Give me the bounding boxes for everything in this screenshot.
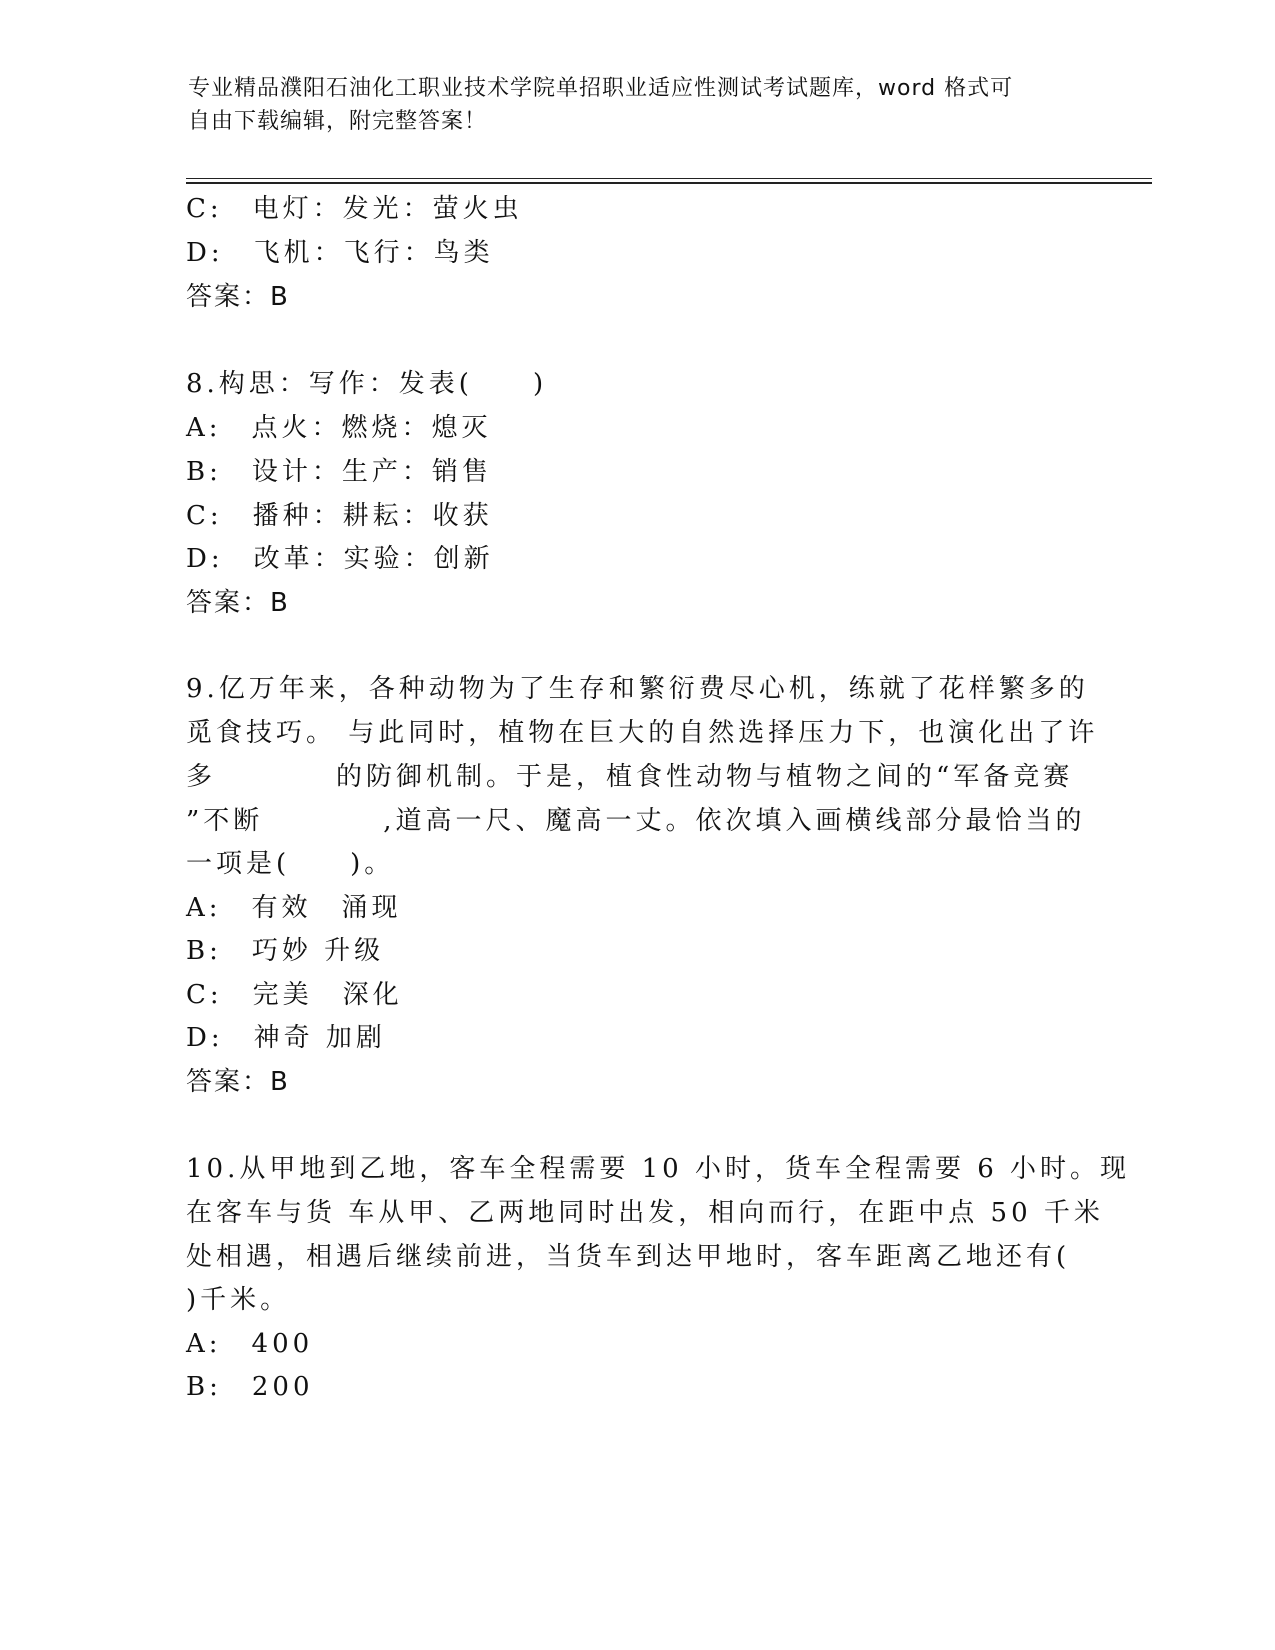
q9-stem-line-4: ”不断 ,道高一尺、魔高一丈。依次填入画横线部分最恰当的 xyxy=(186,806,1086,836)
q9-stem-line-2: 觅食技巧。 与此同时，植物在巨大的自然选择压力下，也演化出了许 xyxy=(186,718,1099,748)
q9-option-a: A: 有效 涌现 xyxy=(186,893,402,923)
q8-option-d: D: 改革：实验：创新 xyxy=(186,544,494,574)
header-line-2: 自由下载编辑，附完整答案！ xyxy=(188,109,488,134)
q8-answer: 答案：B xyxy=(186,588,290,618)
q8-stem: 8.构思：写作：发表( ) xyxy=(186,369,548,399)
q9-option-b: B: 巧妙 升级 xyxy=(186,936,385,966)
q8-option-a: A: 点火：燃烧：熄灭 xyxy=(186,413,492,443)
q10-stem-line-2: 在客车与货 车从甲、乙两地同时出发，相向而行，在距中点 50 千米 xyxy=(186,1198,1104,1228)
header-divider-thick xyxy=(186,182,1152,184)
q10-stem-line-1: 10.从甲地到乙地，客车全程需要 10 小时，货车全程需要 6 小时。现 xyxy=(186,1154,1131,1184)
header-divider-thin xyxy=(186,178,1152,179)
q8-option-c: C: 播种：耕耘：收获 xyxy=(186,501,493,531)
q7-option-c: C: 电灯：发光：萤火虫 xyxy=(186,194,523,224)
q7-option-d: D: 飞机：飞行：鸟类 xyxy=(186,238,494,268)
page-header xyxy=(188,72,1068,138)
q9-option-d: D: 神奇 加剧 xyxy=(186,1023,386,1053)
q9-option-c: C: 完美 深化 xyxy=(186,980,403,1010)
q9-answer: 答案：B xyxy=(186,1067,290,1097)
q10-option-a: A: 400 xyxy=(186,1329,314,1359)
header-line-1: 专业精品濮阳石油化工职业技术学院单招职业适应性测试考试题库，word 格式可 xyxy=(188,76,1014,101)
q9-stem-line-5: 一项是( )。 xyxy=(186,849,395,879)
q9-stem-line-1: 9.亿万年来，各种动物为了生存和繁衍费尽心机，练就了花样繁多的 xyxy=(186,674,1089,704)
q9-stem-line-3: 多 的防御机制。于是，植食性动物与植物之间的“军备竞赛 xyxy=(186,762,1074,792)
q10-option-b: B: 200 xyxy=(186,1372,314,1402)
q8-option-b: B: 设计：生产：销售 xyxy=(186,457,492,487)
q10-stem-line-4: )千米。 xyxy=(186,1285,291,1315)
q7-answer: 答案：B xyxy=(186,282,290,312)
q10-stem-line-3: 处相遇，相遇后继续前进，当货车到达甲地时，客车距离乙地还有( xyxy=(186,1242,1071,1272)
